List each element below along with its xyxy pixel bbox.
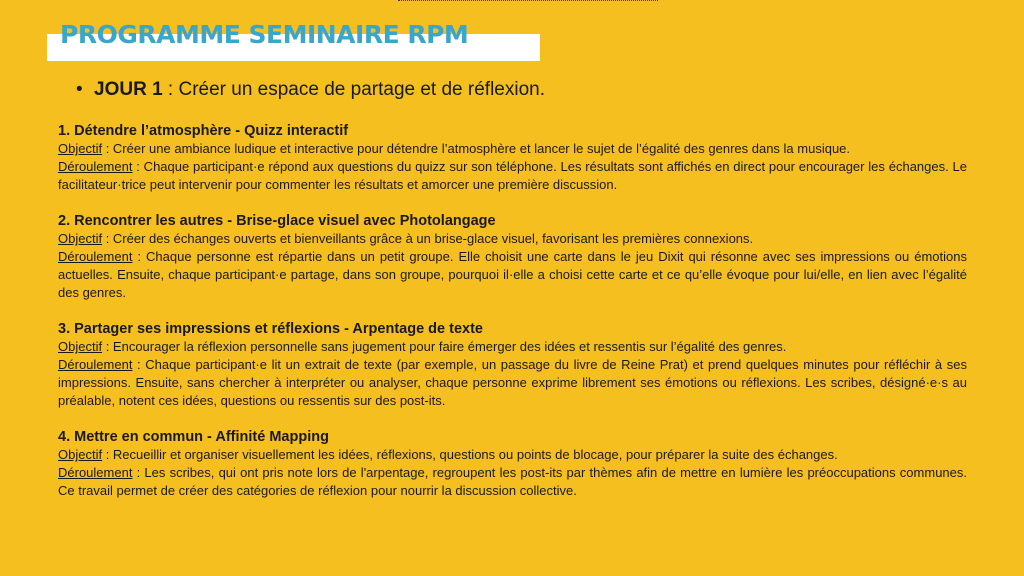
- section-objective: [58, 338, 967, 356]
- day-label: JOUR 1: [94, 79, 163, 100]
- section-heading: 4. Mettre en commun - Affinité Mapping: [58, 429, 329, 445]
- process-text: : Chaque personne est répartie dans un petit groupe. Elle choisit une carte dans le jeu Dixit qui résonne avec ses impressions ou émotions actuelles. Ensuite, chaque participant·e partage, dans son groupe, pourquoi il·elle a choisi cette carte et ce qu’elle évoque pour lui/elle, en lien avec l’égalité des genres.: [58, 249, 967, 300]
- section-process: [58, 356, 967, 410]
- objective-label: Objectif: [58, 339, 103, 354]
- bullet-icon: •: [76, 79, 83, 100]
- section-process: [58, 158, 967, 194]
- section-process: [58, 248, 967, 302]
- objective-text: : Recueillir et organiser visuellement les idées, réflexions, questions ou points de blocage, pour préparer la suite des échanges.: [102, 447, 838, 462]
- day-text: : Créer un espace de partage et de réflexion.: [162, 79, 545, 100]
- process-label: Déroulement: [58, 249, 133, 264]
- objective-label: Objectif: [58, 447, 103, 462]
- objective-label: Objectif: [58, 231, 103, 246]
- process-text: : Chaque participant·e lit un extrait de texte (par exemple, un passage du livre de Reine Prat) et prend quelques minutes pour réfléchir à ses impressions. Ensuite, sans chercher à interpréter ou analyser, chaque personne exprime librement ses émotions ou réflexions. Les scribes, désigné·e·s au préalable, notent ces idées, questions ou ressentis sur des post-its.: [58, 357, 967, 408]
- day-bullet-item: [76, 79, 545, 101]
- section-heading: 1. Détendre l’atmosphère - Quizz interactif: [58, 123, 349, 139]
- process-text: : Les scribes, qui ont pris note lors de l'arpentage, regroupent les post-its par thèmes afin de mettre en lumière les préoccupations communes. Ce travail permet de créer des catégories de réflexion pour nourrir la discussion collective.: [58, 465, 967, 498]
- objective-text: : Créer des échanges ouverts et bienveillants grâce à un brise-glace visuel, favorisant les premières connexions.: [102, 231, 754, 246]
- section-2: [58, 212, 967, 302]
- page-title: PROGRAMME SEMINAIRE RPM: [60, 20, 469, 49]
- section-heading: 2. Rencontrer les autres - Brise-glace visuel avec Photolangage: [58, 213, 496, 229]
- process-text: : Chaque participant·e répond aux questions du quizz sur son téléphone. Les résultats sont affichés en direct pour encourager les échanges. Le facilitateur·trice peut intervenir pour commenter les résultats et amorcer une première discussion.: [58, 159, 967, 192]
- section-1: [58, 122, 967, 194]
- section-objective: [58, 140, 967, 158]
- section-process: [58, 464, 967, 500]
- section-objective: [58, 446, 967, 464]
- section-4: [58, 428, 967, 500]
- objective-text: : Encourager la réflexion personnelle sans jugement pour faire émerger des idées et ressentis sur l’égalité des genres.: [102, 339, 787, 354]
- top-dotted-divider: [398, 0, 658, 2]
- process-label: Déroulement: [58, 465, 133, 480]
- process-label: Déroulement: [58, 159, 133, 174]
- objective-label: Objectif: [58, 141, 103, 156]
- section-heading: 3. Partager ses impressions et réflexions - Arpentage de texte: [58, 321, 483, 337]
- process-label: Déroulement: [58, 357, 133, 372]
- program-content: [58, 122, 967, 518]
- section-3: [58, 320, 967, 410]
- objective-text: : Créer une ambiance ludique et interactive pour détendre l’atmosphère et lancer le sujet de l’égalité des genres dans la musique.: [102, 141, 851, 156]
- section-objective: [58, 230, 967, 248]
